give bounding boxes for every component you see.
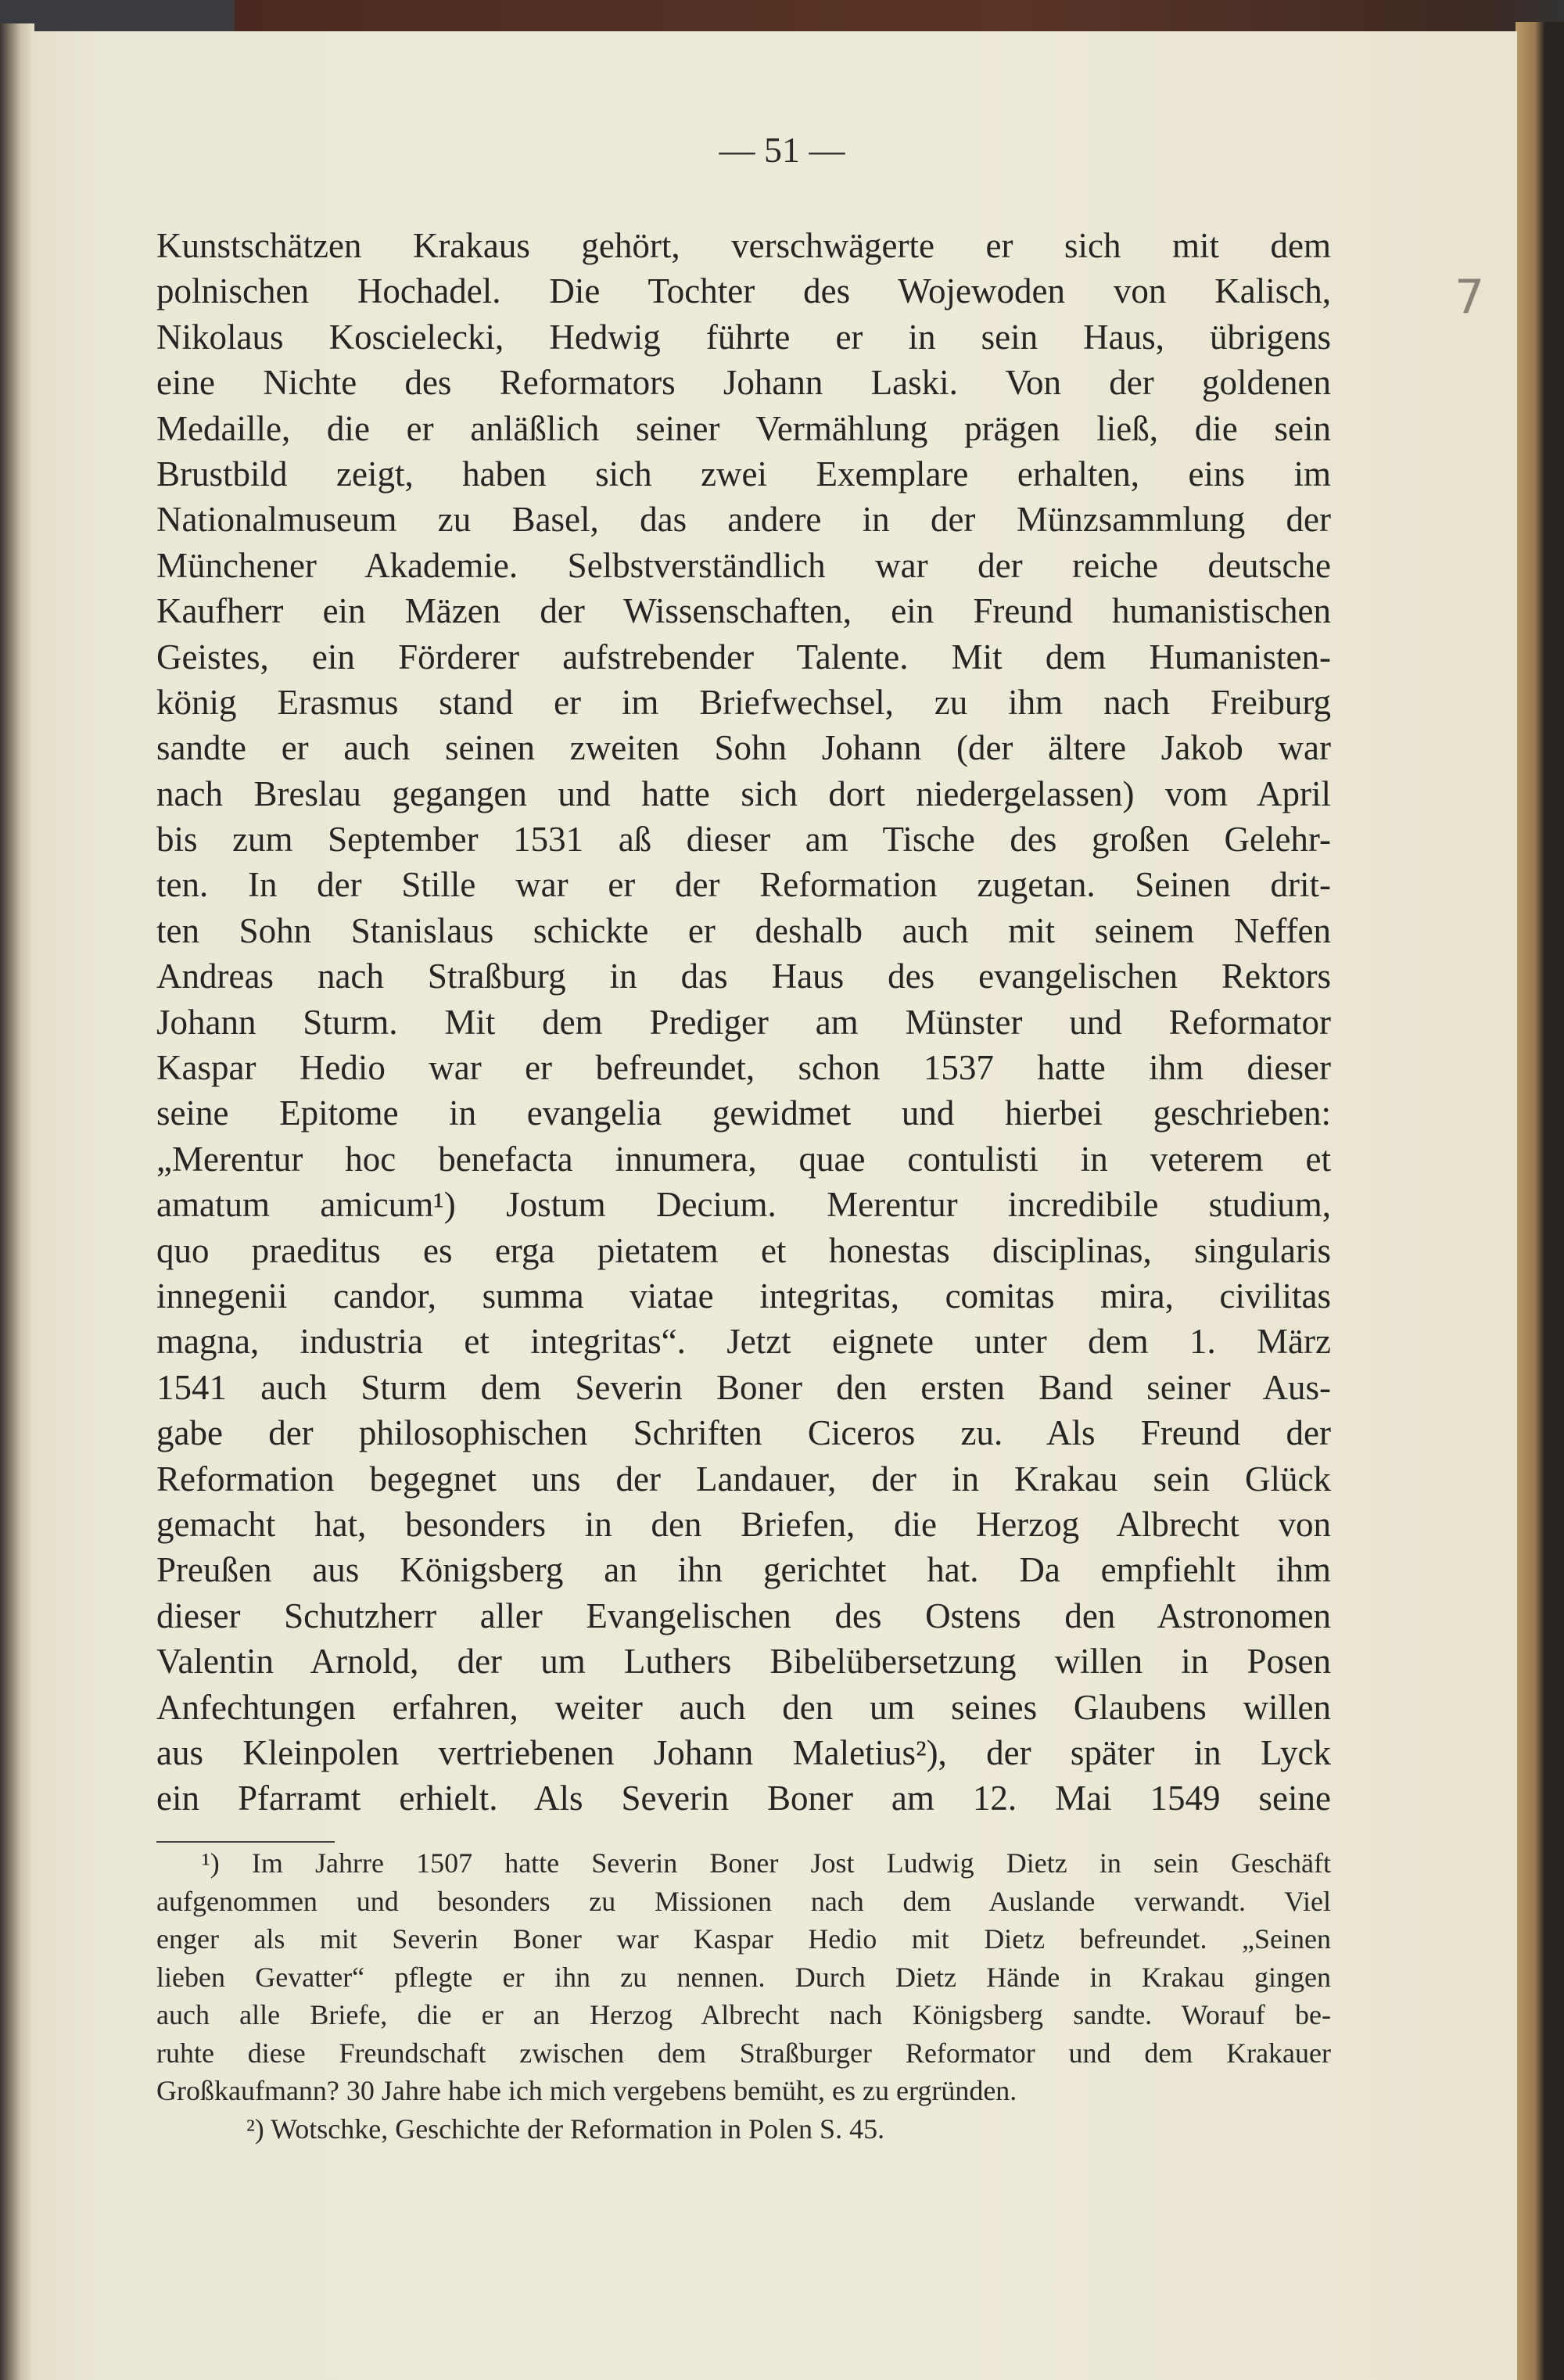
body-line: gabe der philosophischen Schriften Ciceros zu. Als Freund der bbox=[156, 1413, 1331, 1453]
body-line: Kunstschätzen Krakaus gehört, verschwägerte er sich mit dem bbox=[156, 226, 1331, 265]
body-line: amatum amicum¹) Jostum Decium. Merentur incredibile studium, bbox=[156, 1185, 1331, 1225]
body-line: aus Kleinpolen vertriebenen Johann Maletius²), der später in Lyck bbox=[156, 1732, 1331, 1772]
left-page-edge bbox=[0, 23, 34, 2380]
footnote-line: Großkaufmann? 30 Jahre habe ich mich vergebens bemüht, es zu ergründen. bbox=[156, 2075, 1017, 2106]
body-line: Anfechtungen erfahren, weiter auch den um seines Glaubens willen bbox=[156, 1687, 1331, 1727]
body-line: eine Nichte des Reformators Johann Laski. Von der goldenen bbox=[156, 363, 1331, 403]
body-line: Nikolaus Koscielecki, Hedwig führte er in sein Haus, übrigens bbox=[156, 317, 1331, 357]
body-line: ein Pfarramt erhielt. Als Severin Boner am 12. Mai 1549 seine bbox=[156, 1779, 1331, 1818]
body-line: Münchener Akademie. Selbstverständlich war der reiche deutsche bbox=[156, 545, 1331, 585]
body-line: magna, industria et integritas“. Jetzt eignete unter dem 1. März bbox=[156, 1322, 1331, 1362]
body-text bbox=[156, 223, 1331, 1822]
footnote-line: auch alle Briefe, die er an Herzog Albrecht nach Königsberg sandte. Worauf be- bbox=[156, 1999, 1331, 2030]
body-line: „Merentur hoc benefacta innumera, quae contulisti in veterem et bbox=[156, 1139, 1331, 1179]
body-line: Medaille, die er anläßlich seiner Vermählung prägen ließ, die sein bbox=[156, 408, 1331, 448]
footnote-line: aufgenommen und besonders zu Missionen nach dem Auslande verwandt. Viel bbox=[156, 1885, 1331, 1917]
body-line: polnischen Hochadel. Die Tochter des Wojewoden von Kalisch, bbox=[156, 271, 1331, 311]
pencil-margin-note: 7 bbox=[1455, 270, 1485, 325]
body-line: ten. In der Stille war er der Reformation zugetan. Seinen drit- bbox=[156, 865, 1331, 905]
footnote-line: ¹) Im Jahrre 1507 hatte Severin Boner Jost Ludwig Dietz in sein Geschäft bbox=[202, 1847, 1331, 1879]
footnote-line: ruhte diese Freundschaft zwischen dem Straßburger Reformator und dem Krakauer bbox=[156, 2037, 1331, 2069]
body-line: nach Breslau gegangen und hatte sich dort niedergelassen) vom April bbox=[156, 774, 1331, 813]
body-line: Kaspar Hedio war er befreundet, schon 1537 hatte ihm dieser bbox=[156, 1048, 1331, 1088]
body-line: Nationalmuseum zu Basel, das andere in der Münzsammlung der bbox=[156, 500, 1331, 540]
body-line: ten Sohn Stanislaus schickte er deshalb auch mit seinem Neffen bbox=[156, 910, 1331, 950]
body-line: innegenii candor, summa viatae integritas, comitas mira, civilitas bbox=[156, 1276, 1331, 1316]
body-line: 1541 auch Sturm dem Severin Boner den ersten Band seiner Aus- bbox=[156, 1367, 1331, 1407]
page-number: — 51 — bbox=[719, 130, 845, 170]
footnotes bbox=[156, 1844, 1331, 2148]
body-line: Reformation begegnet uns der Landauer, der in Krakau sein Glück bbox=[156, 1459, 1331, 1499]
body-line: Johann Sturm. Mit dem Prediger am Münster und Reformator bbox=[156, 1002, 1331, 1042]
footnote-rule bbox=[156, 1841, 335, 1843]
background-wood bbox=[0, 0, 1564, 31]
body-line: könig Erasmus stand er im Briefwechsel, zu ihm nach Freiburg bbox=[156, 682, 1331, 722]
body-line: Geistes, ein Förderer aufstrebender Talente. Mit dem Humanisten- bbox=[156, 637, 1331, 677]
footnote-line: ²) Wotschke, Geschichte der Reformation in Polen S. 45. bbox=[246, 2113, 885, 2145]
body-line: Valentin Arnold, der um Luthers Bibelübersetzung willen in Posen bbox=[156, 1642, 1331, 1682]
body-line: sandte er auch seinen zweiten Sohn Johann (der ältere Jakob war bbox=[156, 728, 1331, 768]
body-line: Preußen aus Königsberg an ihn gerichtet hat. Da empfiehlt ihm bbox=[156, 1550, 1331, 1590]
body-line: Kaufherr ein Mäzen der Wissenschaften, ein Freund humanistischen bbox=[156, 591, 1331, 631]
footnote-line: lieben Gevatter“ pflegte er ihn zu nennen. Durch Dietz Hände in Krakau gingen bbox=[156, 1961, 1331, 1993]
body-line: quo praeditus es erga pietatem et honestas disciplinas, singularis bbox=[156, 1230, 1331, 1270]
body-line: seine Epitome in evangelia gewidmet und hierbei geschrieben: bbox=[156, 1093, 1331, 1133]
body-line: bis zum September 1531 aß dieser am Tische des großen Gelehr- bbox=[156, 820, 1331, 860]
footnote-line: enger als mit Severin Boner war Kaspar Hedio mit Dietz befreundet. „Seinen bbox=[156, 1923, 1331, 1955]
body-line: gemacht hat, besonders in den Briefen, die Herzog Albrecht von bbox=[156, 1504, 1331, 1544]
book-cover-edge bbox=[1516, 22, 1564, 2380]
body-line: dieser Schutzherr aller Evangelischen des Ostens den Astronomen bbox=[156, 1596, 1331, 1635]
body-line: Andreas nach Straßburg in das Haus des evangelischen Rektors bbox=[156, 957, 1331, 996]
body-line: Brustbild zeigt, haben sich zwei Exemplare erhalten, eins im bbox=[156, 454, 1331, 494]
